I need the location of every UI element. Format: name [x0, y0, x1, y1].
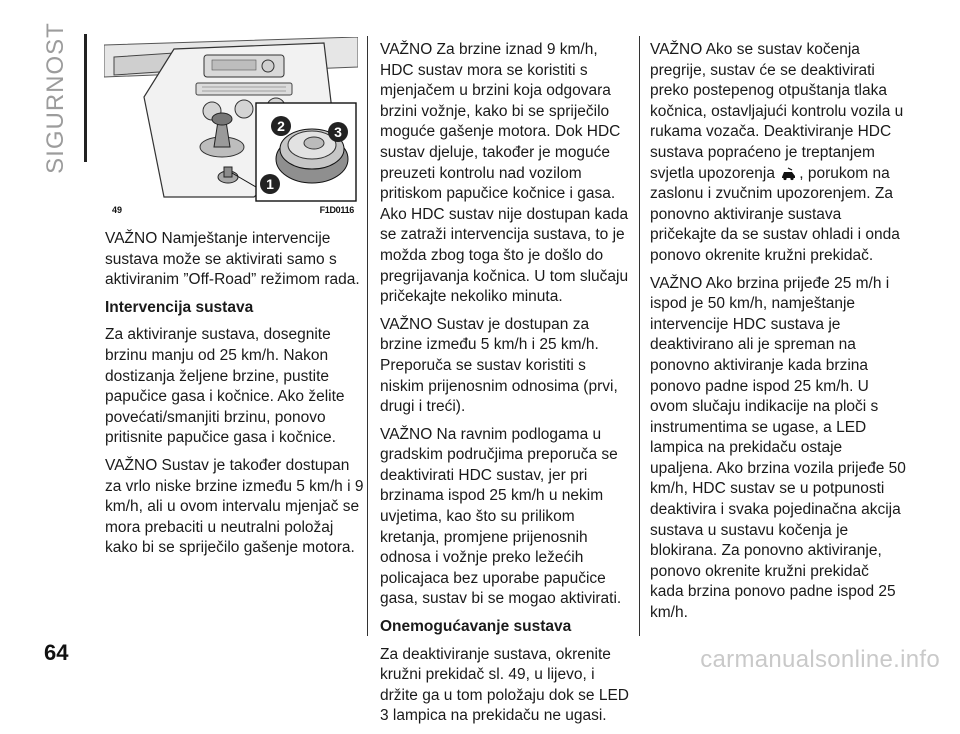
paragraph: Za deaktiviranje sustava, okrenite kružni prekidač sl. 49, u lijevo, i držite ga u tom položaju dok se LED 3 lampica na prekidaču ne ugasi. [380, 645, 629, 725]
dashboard-illustration [104, 37, 358, 203]
figure-caption [104, 203, 358, 217]
paragraph: VAŽNO Za brzine iznad 9 km/h, HDC sustav mora se koristiti s mjenjačem u brzini koja odgovara brzini vožnje, kako bi se spriječilo moguće gašenje motora. Dok HDC sustav djeluje, također je moguće preuzeti kontrolu nad vozilom pritiskom papučice kočnice i gasa. Ako HDC sustav nije dostupan kada se zatraži intervencija sustava, to je možda zbog toga što je došlo do pregrijavanja kočnica. U tom slučaju pričekajte nekoliko minuta. [380, 41, 629, 306]
paragraph: Za aktiviranje sustava, dosegnite brzinu manju od 25 km/h. Nakon dostizanja željene brzine, pustite papučice gasa i kočnice. Ako želite povećati/smanjiti brzinu, ponovo pritisnite papučice gasa i kočnice. [105, 326, 345, 447]
watermark: carmanualsonline.info [700, 646, 940, 673]
callout-2 [271, 116, 291, 136]
svg-text:3: 3 [334, 124, 342, 140]
column-divider [367, 36, 368, 636]
svg-text:1: 1 [266, 176, 274, 192]
paragraph: VAŽNO Sustav je također dostupan za vrlo niske brzine između 5 km/h i 9 km/h, ali u ovom intervalu mjenjač se mora prebaciti u neutralni položaj kako bi se spriječilo gašenje motora. [105, 456, 364, 557]
section-heading: Intervencija sustava [105, 298, 254, 316]
text-column-3 [650, 40, 906, 631]
text-column-2 [380, 40, 630, 734]
section-heading: Onemogućavanje sustava [380, 618, 572, 636]
callout-1 [260, 174, 280, 194]
section-rule [84, 34, 87, 162]
hdc-warning-icon [779, 166, 799, 182]
paragraph [650, 40, 906, 267]
svg-text:2: 2 [277, 118, 285, 134]
column-divider [639, 36, 640, 636]
section-tab-label: SIGURNOST [42, 22, 69, 174]
paragraph-text: , porukom na zaslonu i zvučnim upozorenjem. Za ponovno aktiviranje sustava pričekajte da se sustav ohladi i onda ponovo okrenite kružni prekidač. [650, 164, 900, 264]
page-number: 64 [44, 640, 69, 665]
figure-49 [104, 37, 358, 217]
section-tab [42, 22, 69, 174]
text-column-1 [105, 229, 367, 566]
paragraph: VAŽNO Ako brzina prijeđe 25 m/h i ispod je 50 km/h, namještanje intervencije HDC sustava je deaktivirano ali je spreman na ponovno aktiviranje kada brzina ponovo padne ispod 25 km/h. U ovom slučaju indikacije na ploči s instrumentima se ugase, a LED lampica na prekidaču ostaje upaljena. Ako brzina vozila prijeđe 50 km/h, HDC sustav se u potpunosti deaktivira i svaka pojedinačna akcija sustava u sustavu kočenja je blokirana. Za ponovno aktiviranje, ponovo okrenite kružni prekidač kada brzina ponovo padne ispod 25 km/h. [650, 274, 906, 622]
paragraph: VAŽNO Namještanje intervencije sustava može se aktivirati samo s aktiviranim ”Off-Road” režimom rada. [105, 230, 360, 289]
paragraph: VAŽNO Na ravnim podlogama u gradskim područjima preporuča se deaktivirati HDC sustav, jer pri brzinama ispod 25 km/h u nekim uvjetima, kao što su prilikom kretanja, promjene prijenosnih odnosa i vožnje preko ležećih policajaca bez uporabe papučice gasa, sustav bi se mogao aktivirati. [380, 425, 622, 608]
paragraph: VAŽNO Sustav je dostupan za brzine između 5 km/h i 25 km/h. Preporuča se sustav koristiti s niskim prijenosnim odnosima (prvi, drugi i treći). [380, 315, 618, 416]
paragraph-text: VAŽNO Ako se sustav kočenja pregrije, sustav će se deaktivirati preko postepenog otpuštanja tlaka kočnica, ostavljajući kontrolu vozila u rukama vozača. Deaktiviranje HDC sustava popraćeno je treptanjem svjetla upozorenja [650, 41, 904, 182]
callout-3 [328, 122, 348, 142]
figure-number: 49 [112, 205, 123, 215]
figure-code: F1D0116 [319, 205, 354, 215]
